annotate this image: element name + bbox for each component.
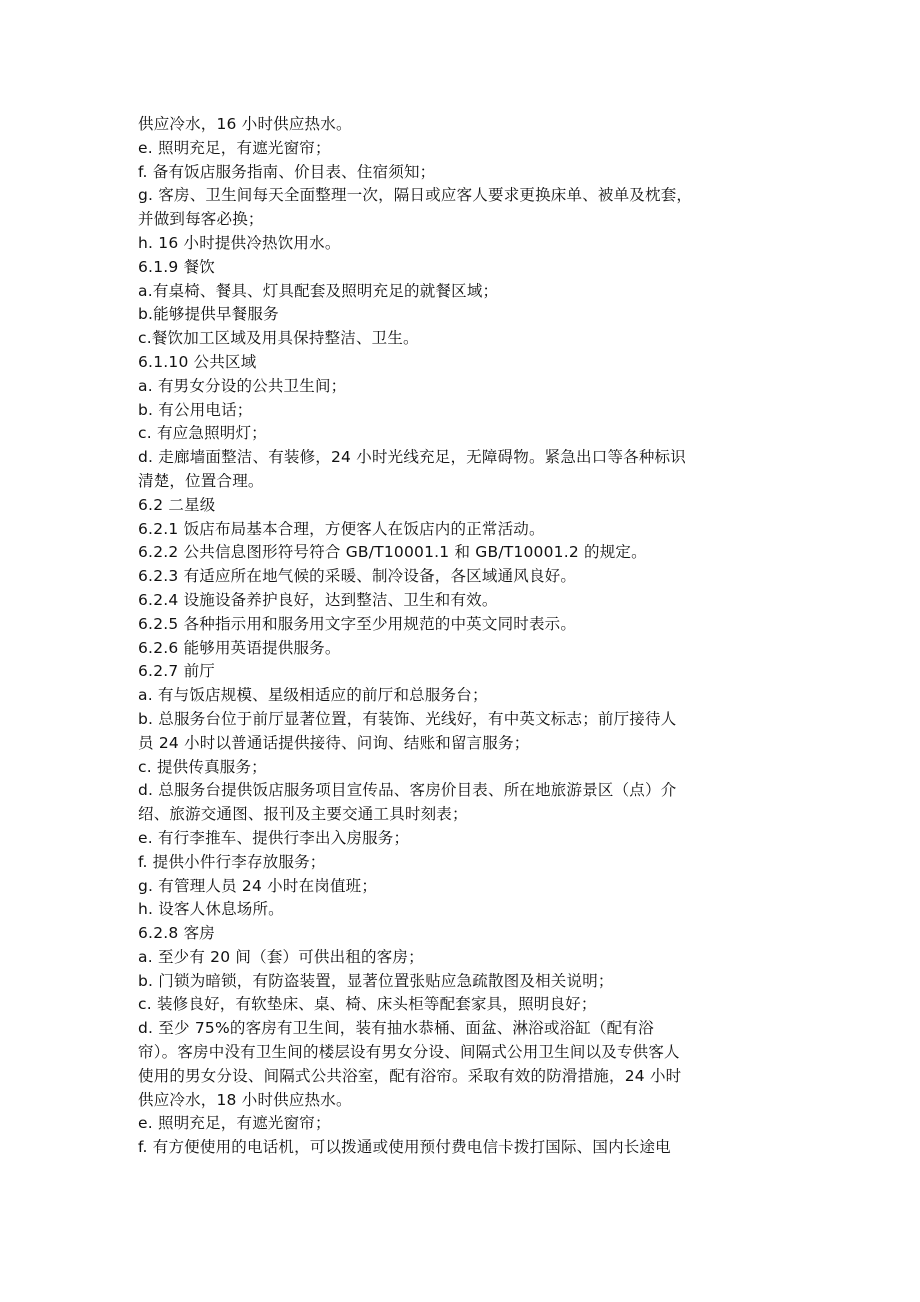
text-line: 6.2.5 各种指示用和服务用文字至少用规范的中英文同时表示。 — [138, 614, 577, 633]
document-page — [138, 113, 798, 1160]
text-line: 使用的男女分设、间隔式公共浴室，配有浴帘。采取有效的防滑措施，24 小时 — [138, 1066, 682, 1085]
text-line: f. 备有饭店服务指南、价目表、住宿须知； — [138, 162, 436, 181]
text-line: 6.2 二星级 — [138, 495, 216, 514]
text-line: 6.1.10 公共区域 — [138, 352, 257, 371]
text-line: d. 走廊墙面整洁、有装修，24 小时光线充足，无障碍物。紧急出口等各种标识 — [138, 448, 686, 467]
text-line: g. 客房、卫生间每天全面整理一次，隔日或应客人要求更换床单、被单及枕套， — [138, 186, 693, 205]
text-line: 并做到每客必换； — [138, 210, 264, 229]
text-line: c. 有应急照明灯； — [138, 424, 267, 443]
text-line: a. 至少有 20 间（套）可供出租的客房； — [138, 947, 424, 966]
text-line: 6.2.6 能够用英语提供服务。 — [138, 638, 341, 657]
text-line: h. 设客人休息场所。 — [138, 900, 284, 919]
text-line: e. 有行李推车、提供行李出入房服务； — [138, 828, 410, 847]
text-line: 6.2.7 前厅 — [138, 662, 215, 681]
text-line: 供应冷水，16 小时供应热水。 — [138, 115, 352, 133]
text-line: 6.2.1 饭店布局基本合理，方便客人在饭店内的正常活动。 — [138, 519, 545, 538]
text-line: 员 24 小时以普通话提供接待、问询、结账和留言服务； — [138, 733, 530, 752]
text-line: b. 总服务台位于前厅显著位置，有装饰、光线好，有中英文标志；前厅接待人 — [138, 709, 677, 728]
text-line: g. 有管理人员 24 小时在岗值班； — [138, 876, 378, 895]
text-line: d. 总服务台提供饭店服务项目宣传品、客房价目表、所在地旅游景区（点）介 — [138, 781, 677, 800]
text-line: b. 有公用电话； — [138, 400, 253, 419]
text-line: e. 照明充足，有遮光窗帘； — [138, 1114, 331, 1133]
text-line: 6.2.8 客房 — [138, 924, 215, 943]
text-line: b. 门锁为暗锁，有防盗装置，显著位置张贴应急疏散图及相关说明； — [138, 971, 614, 990]
text-line: b.能够提供早餐服务 — [138, 305, 279, 324]
text-line: c. 提供传真服务； — [138, 757, 267, 776]
text-line: c.餐饮加工区域及用具保持整洁、卫生。 — [138, 329, 419, 348]
text-line: 6.2.3 有适应所在地气候的采暖、制冷设备，各区域通风良好。 — [138, 567, 577, 586]
text-line: a. 有与饭店规模、星级相适应的前厅和总服务台； — [138, 686, 488, 705]
text-line: d. 至少 75%的客房有卫生间，装有抽水恭桶、面盆、淋浴或浴缸（配有浴 — [138, 1019, 654, 1038]
text-line: h. 16 小时提供冷热饮用水。 — [138, 233, 341, 252]
text-line: 绍、旅游交通图、报刊及主要交通工具时刻表； — [138, 805, 468, 824]
text-line: 6.2.2 公共信息图形符号符合 GB/T10001.1 和 GB/T10001.2 的规定。 — [138, 543, 647, 562]
text-line: a. 有男女分设的公共卫生间； — [138, 376, 347, 395]
text-line: a.有桌椅、餐具、灯具配套及照明充足的就餐区域； — [138, 281, 499, 300]
text-line: 供应冷水，18 小时供应热水。 — [138, 1090, 352, 1109]
text-line: f. 有方便使用的电话机，可以拨通或使用预付费电信卡拨打国际、国内长途电 — [138, 1138, 671, 1157]
text-line: e. 照明充足，有遮光窗帘； — [138, 138, 331, 157]
text-line: 6.1.9 餐饮 — [138, 257, 215, 276]
text-line: 清楚，位置合理。 — [138, 471, 264, 490]
text-line: 6.2.4 设施设备养护良好，达到整洁、卫生和有效。 — [138, 590, 498, 609]
text-line: f. 提供小件行李存放服务； — [138, 852, 326, 871]
text-line: 帘）。客房中没有卫生间的楼层设有男女分设、间隔式公用卫生间以及专供客人 — [138, 1043, 680, 1062]
text-line: c. 装修良好，有软垫床、桌、椅、床头柜等配套家具，照明良好； — [138, 995, 597, 1014]
